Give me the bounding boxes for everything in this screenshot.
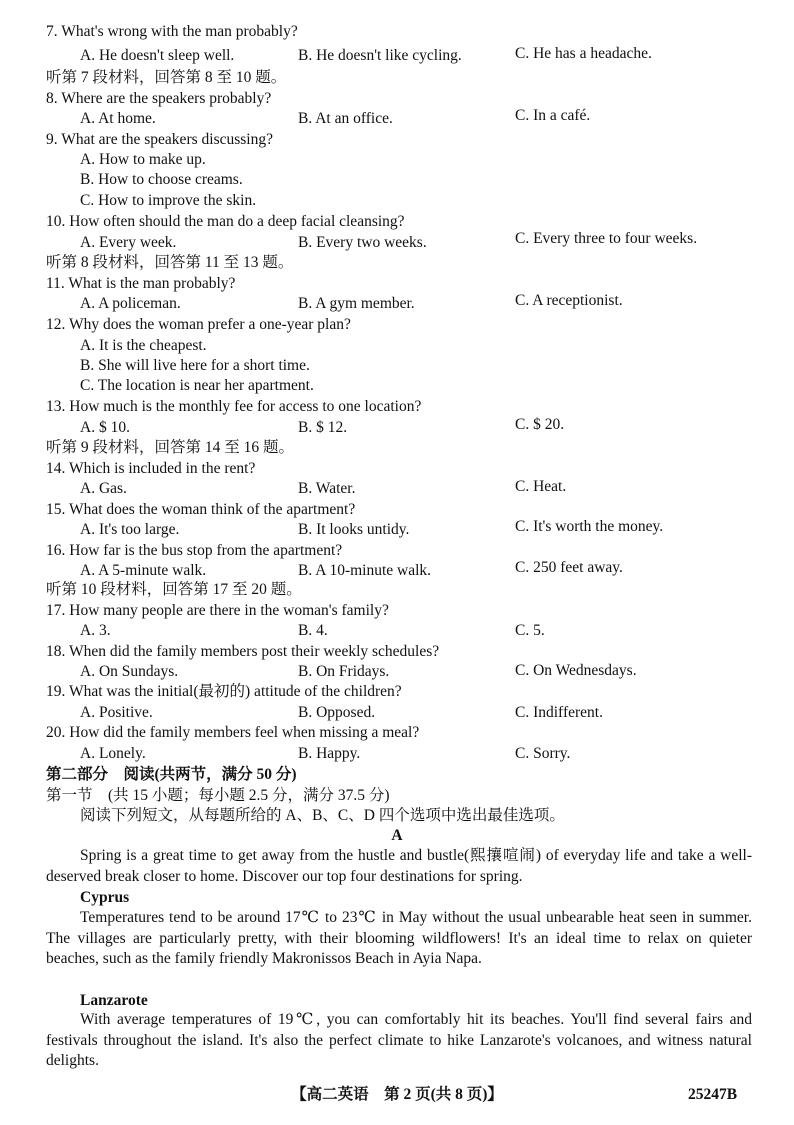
- question-8: 8. Where are the speakers probably?: [46, 90, 272, 107]
- option-20c: C. Sorry.: [515, 745, 571, 762]
- question-10: 10. How often should the man do a deep facial cleansing?: [46, 213, 405, 230]
- option-15c: C. It's worth the money.: [515, 518, 664, 535]
- option-10b: B. Every two weeks.: [298, 234, 427, 251]
- option-19a: A. Positive.: [80, 704, 153, 721]
- option-13b: B. $ 12.: [298, 419, 348, 436]
- option-9b: B. How to choose creams.: [80, 171, 243, 188]
- option-13a: A. $ 10.: [80, 419, 130, 436]
- part2-title: 第二部分 阅读(共两节，满分 50 分): [46, 766, 297, 783]
- option-18a: A. On Sundays.: [80, 663, 179, 680]
- question-20: 20. How did the family members feel when missing a meal?: [46, 724, 420, 741]
- option-12c: C. The location is near her apartment.: [80, 377, 314, 394]
- option-10a: A. Every week.: [80, 234, 177, 251]
- material-header-7: 听第 7 段材料，回答第 8 至 10 题。: [46, 69, 287, 86]
- option-11b: B. A gym member.: [298, 295, 415, 312]
- option-9a: A. How to make up.: [80, 151, 206, 168]
- question-11: 11. What is the man probably?: [46, 275, 236, 292]
- option-17b: B. 4.: [298, 622, 328, 639]
- option-17a: A. 3.: [80, 622, 111, 639]
- option-20b: B. Happy.: [298, 745, 361, 762]
- option-8b: B. At an office.: [298, 110, 393, 127]
- option-7b: B. He doesn't like cycling.: [298, 47, 462, 64]
- option-14b: B. Water.: [298, 480, 356, 497]
- question-19: 19. What was the initial(最初的) attitude of the children?: [46, 683, 402, 700]
- question-7: 7. What's wrong with the man probably?: [46, 23, 298, 40]
- option-19b: B. Opposed.: [298, 704, 376, 721]
- option-10c: C. Every three to four weeks.: [515, 230, 698, 247]
- option-12b: B. She will live here for a short time.: [80, 357, 310, 374]
- question-14: 14. Which is included in the rent?: [46, 460, 256, 477]
- option-16a: A. A 5-minute walk.: [80, 562, 207, 579]
- option-15a: A. It's too large.: [80, 521, 180, 538]
- reading-instruction: 阅读下列短文，从每题所给的 A、B、C、D 四个选项中选出最佳选项。: [80, 807, 565, 824]
- option-11c: C. A receptionist.: [515, 292, 623, 309]
- option-19c: C. Indifferent.: [515, 704, 603, 721]
- page-footer: 【高二英语 第 2 页(共 8 页)】: [291, 1086, 503, 1103]
- question-12: 12. Why does the woman prefer a one-year plan?: [46, 316, 351, 333]
- option-8c: C. In a café.: [515, 107, 591, 124]
- option-11a: A. A policeman.: [80, 295, 181, 312]
- question-13: 13. How much is the monthly fee for access to one location?: [46, 398, 422, 415]
- option-9c: C. How to improve the skin.: [80, 192, 257, 209]
- passage-label: A: [391, 827, 403, 844]
- option-7c: C. He has a headache.: [515, 45, 652, 62]
- paper-code: 25247B: [688, 1086, 738, 1103]
- option-16c: C. 250 feet away.: [515, 559, 623, 576]
- heading-lanzarote: Lanzarote: [80, 992, 148, 1009]
- question-18: 18. When did the family members post their weekly schedules?: [46, 643, 440, 660]
- option-16b: B. A 10-minute walk.: [298, 562, 432, 579]
- material-header-8: 听第 8 段材料，回答第 11 至 13 题。: [46, 254, 294, 271]
- question-15: 15. What does the woman think of the apartment?: [46, 501, 356, 518]
- option-14a: A. Gas.: [80, 480, 127, 497]
- paragraph-lanzarote: With average temperatures of 19℃, you can comfortably hit its beaches. You'll find several fairs and festivals throughout the island. It's also the perfect climate to hike Lanzarote's volcanoes, and witness natural delights.: [46, 1011, 752, 1069]
- option-14c: C. Heat.: [515, 478, 567, 495]
- material-header-10: 听第 10 段材料，回答第 17 至 20 题。: [46, 581, 302, 598]
- option-18b: B. On Fridays.: [298, 663, 390, 680]
- option-20a: A. Lonely.: [80, 745, 146, 762]
- paragraph-cyprus: Temperatures tend to be around 17℃ to 23℃ in May without the usual unbearable heat seen in summer. The villages are particularly pretty, with their blooming wildflowers! It's an ideal time to relax on quieter beaches, such as the family friendly Makronissos Beach in Ayia Napa.: [46, 909, 752, 967]
- question-16: 16. How far is the bus stop from the apartment?: [46, 542, 343, 559]
- option-15b: B. It looks untidy.: [298, 521, 410, 538]
- option-8a: A. At home.: [80, 110, 156, 127]
- question-9: 9. What are the speakers discussing?: [46, 131, 273, 148]
- option-18c: C. On Wednesdays.: [515, 662, 637, 679]
- section1-title: 第一节 (共 15 小题；每小题 2.5 分，满分 37.5 分): [46, 787, 390, 804]
- material-header-9: 听第 9 段材料，回答第 14 至 16 题。: [46, 439, 295, 456]
- option-12a: A. It is the cheapest.: [80, 337, 207, 354]
- heading-cyprus: Cyprus: [80, 889, 130, 906]
- passage-intro: Spring is a great time to get away from the hustle and bustle(熙攘喧闹) of everyday life and take a well-deserved break closer to home. Discover our top four destinations for spring.: [46, 847, 752, 885]
- question-17: 17. How many people are there in the woman's family?: [46, 602, 389, 619]
- option-7a: A. He doesn't sleep well.: [80, 47, 235, 64]
- option-13c: C. $ 20.: [515, 416, 565, 433]
- option-17c: C. 5.: [515, 622, 545, 639]
